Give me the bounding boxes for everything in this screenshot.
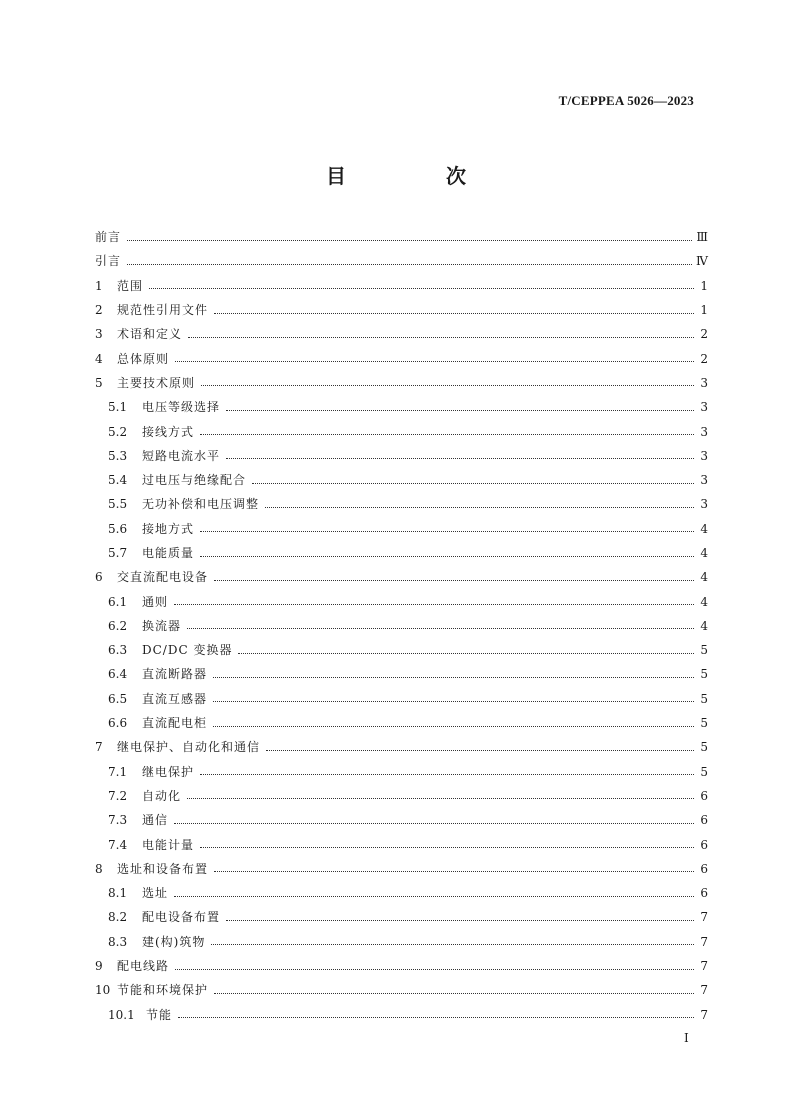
toc-entry-title: 电能计量 [142,837,195,852]
toc-entry-number: 6.1 [108,594,128,609]
toc-entry-title: 直流断路器 [142,667,208,682]
toc-entry-page: 6 [700,813,708,828]
toc-entry-page: 5 [700,716,708,731]
toc-entry[interactable] [95,468,708,492]
toc-leader-dots [213,726,694,727]
standard-code: T/CEPPEA 5026—2023 [558,93,694,108]
toc-entry[interactable] [95,249,708,273]
toc-leader-dots [187,628,694,629]
toc-entry[interactable] [95,687,708,711]
toc-entry-title: 无功补偿和电压调整 [142,497,260,512]
toc-leader-dots [178,1017,694,1018]
toc-entry-number: 6 [95,570,103,585]
toc-entry-number: 8.2 [108,910,128,925]
toc-leader-dots [266,750,694,751]
toc-entry[interactable] [95,444,708,468]
toc-entry-page: 1 [700,278,708,293]
toc-entry-number: 6.3 [108,643,128,658]
toc-entry-page: 7 [700,1007,708,1022]
toc-entry-title: 规范性引用文件 [117,303,209,318]
toc-leader-dots [201,385,694,386]
toc-entry-page: 6 [700,837,708,852]
toc-entry[interactable] [95,492,708,516]
toc-entry-title: 建(构)筑物 [142,934,206,949]
toc-entry-number: 10 [95,983,111,998]
toc-entry-number: 7.3 [108,813,128,828]
toc-entry-page: Ⅳ [696,254,708,269]
toc-entry[interactable] [95,541,708,565]
toc-entry-title: 直流互感器 [142,691,208,706]
toc-entry-title: 引言 [95,254,122,269]
toc-entry[interactable] [95,371,708,395]
toc-entry-page: 6 [700,886,708,901]
toc-leader-dots [175,969,694,970]
toc-entry-number: 5.4 [108,473,128,488]
toc-entry[interactable] [95,930,708,954]
toc-entry-title: 电能质量 [142,546,195,560]
toc-entry-number: 10.1 [108,1007,135,1022]
toc-entry-number: 6.2 [108,618,128,633]
toc-entry-page: 3 [700,400,708,415]
toc-entry-number: 5.2 [108,424,128,439]
toc-entry-page: 5 [700,764,708,779]
toc-entry-title: 接地方式 [142,521,195,536]
toc-entry-page: 5 [700,643,708,658]
toc-entry-page: 4 [700,570,708,585]
toc-leader-dots [200,847,694,848]
toc-entry-page: 1 [700,303,708,318]
toc-entry-title: 电压等级选择 [142,400,221,415]
toc-leader-dots [226,458,694,459]
toc-entry-page: 3 [700,497,708,512]
toc-entry[interactable] [95,395,708,419]
toc-entry-page: 7 [700,910,708,925]
toc-leader-dots [214,313,694,314]
toc-entry-page: 3 [700,375,708,390]
toc-entry-page: 4 [700,618,708,633]
toc-entry-number: 5.5 [108,497,128,512]
toc-entry-number: 7.1 [108,764,128,779]
toc-entry-page: 7 [700,959,708,974]
toc-entry[interactable] [95,662,708,686]
toc-entry-page: 6 [700,861,708,876]
toc-entry-number: 8.3 [108,934,128,949]
toc-entry[interactable] [95,322,708,346]
toc-entry[interactable] [95,978,708,1002]
toc-entry-number: 5 [95,375,103,390]
toc-entry-title: 换流器 [142,618,182,633]
toc-entry-page: 7 [700,934,708,949]
toc-entry-title: 通信 [142,813,169,828]
toc-leader-dots [213,677,694,678]
toc-leader-dots [214,993,694,994]
toc-entry-number: 8.1 [108,886,128,901]
page-number: I [684,1031,689,1045]
toc-leader-dots [127,264,692,265]
toc-entry[interactable] [95,225,708,249]
toc-entry-number: 6.6 [108,716,128,731]
toc-leader-dots [127,240,692,241]
toc-leader-dots [187,798,694,799]
toc-entry-page: 2 [700,351,708,366]
toc-entry-title: 选址 [142,886,169,901]
toc-entry[interactable] [95,346,708,370]
toc-leader-dots [175,361,694,362]
toc-entry-number: 5.1 [108,400,128,415]
toc-entry-title: 通则 [142,594,169,609]
toc-entry-page: 3 [700,448,708,463]
toc-entry-title: 主要技术原则 [117,375,196,390]
toc-entry-title: 节能和环境保护 [117,983,209,998]
toc-entry-page: Ⅲ [696,230,708,245]
toc-leader-dots [200,531,694,532]
toc-entry-title: 接线方式 [142,424,195,439]
toc-entry[interactable] [95,784,708,808]
toc-entry-title: 总体原则 [117,351,170,366]
toc-entry-number: 7.4 [108,837,128,852]
toc-leader-dots [213,701,694,702]
toc-entry-number: 5.7 [108,546,128,560]
toc-entry-page: 3 [700,473,708,488]
toc-leader-dots [265,507,694,508]
toc-leader-dots [211,944,694,945]
toc-entry-number: 9 [95,959,103,974]
toc-entry-title: DC/DC 变换器 [142,643,233,658]
toc-leader-dots [174,823,694,824]
toc-entry-title: 节能 [146,1007,173,1022]
toc-entry-page: 5 [700,691,708,706]
toc-entry-number: 5.3 [108,448,128,463]
toc-entry[interactable] [95,735,708,759]
toc-entry-title: 自动化 [142,788,182,803]
toc-entry-title: 过电压与绝缘配合 [142,473,247,488]
toc-entry-title: 继电保护、自动化和通信 [117,740,261,755]
toc-entry[interactable] [95,832,708,856]
toc-entry[interactable] [95,298,708,322]
toc-entry-page: 6 [700,788,708,803]
toc-entry[interactable] [95,274,708,298]
toc-entry-title: 前言 [95,230,122,245]
toc-entry-number: 5.6 [108,521,128,536]
toc-entry-page: 7 [700,983,708,998]
toc-entry-number: 7 [95,740,103,755]
toc-leader-dots [252,483,694,484]
toc-entry[interactable] [95,881,708,905]
toc-entry-number: 6.5 [108,691,128,706]
toc-leader-dots [149,288,694,289]
toc-entry[interactable] [95,954,708,978]
toc-entry-page: 3 [700,424,708,439]
toc-entry-title: 配电线路 [117,959,170,974]
toc-entry[interactable] [95,517,708,541]
toc-entry-number: 6.4 [108,667,128,682]
toc-entry-page: 5 [700,740,708,755]
toc-entry[interactable] [95,589,708,613]
toc-entry[interactable] [95,905,708,929]
toc-entry-page: 5 [700,667,708,682]
toc-entry-title: 范围 [117,278,144,293]
toc-entry-page: 4 [700,521,708,536]
toc-leader-dots [214,871,694,872]
toc-entry[interactable] [95,711,708,735]
toc-leader-dots [226,410,694,411]
toc-entry[interactable] [95,808,708,832]
toc-leader-dots [226,920,694,921]
table-of-contents [95,225,708,1027]
toc-entry-page: 4 [700,594,708,609]
toc-entry[interactable] [95,419,708,443]
toc-entry-number: 7.2 [108,788,128,803]
toc-entry-number: 3 [95,327,103,342]
toc-leader-dots [174,604,694,605]
toc-entry-title: 继电保护 [142,764,195,779]
toc-entry[interactable] [95,638,708,662]
toc-entry-page: 4 [700,546,708,560]
toc-entry-number: 4 [95,351,103,366]
toc-leader-dots [200,434,694,435]
toc-entry-page: 2 [700,327,708,342]
toc-entry-title: 术语和定义 [117,327,183,342]
toc-entry-title: 选址和设备布置 [117,861,209,876]
toc-leader-dots [238,653,694,654]
toc-entry[interactable] [95,614,708,638]
toc-entry[interactable] [95,760,708,784]
toc-leader-dots [174,896,694,897]
toc-entry-title: 配电设备布置 [142,910,221,925]
toc-leader-dots [200,556,694,557]
toc-entry-title: 短路电流水平 [142,448,221,463]
toc-leader-dots [188,337,694,338]
toc-entry-number: 2 [95,303,103,318]
toc-entry-number: 8 [95,861,103,876]
toc-entry-title: 直流配电柜 [142,716,208,731]
toc-entry[interactable] [95,1003,708,1027]
toc-entry-title: 交直流配电设备 [117,570,209,585]
toc-entry-number: 1 [95,278,103,293]
toc-leader-dots [214,580,694,581]
toc-leader-dots [200,774,694,775]
toc-title: 目 次 [326,164,506,188]
toc-entry[interactable] [95,857,708,881]
toc-entry[interactable] [95,565,708,589]
